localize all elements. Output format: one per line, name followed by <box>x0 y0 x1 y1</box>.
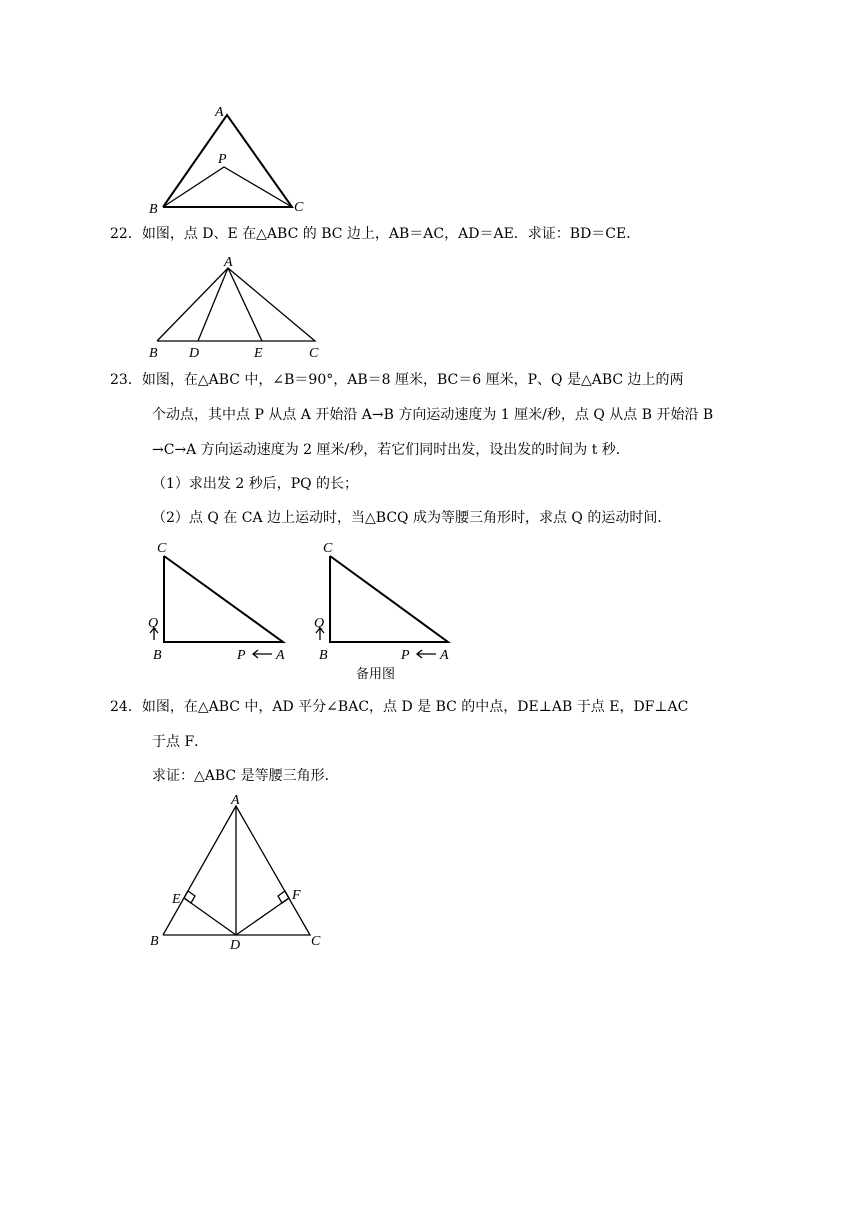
segment-de <box>184 898 236 935</box>
q23-line-3: →C→A 方向运动速度为 2 厘米/秒，若它们同时出发，设出发的时间为 t 秒． <box>152 442 630 458</box>
label-a: A <box>440 648 449 663</box>
label-q: Q <box>148 616 159 631</box>
label-q: Q <box>314 616 325 631</box>
label-p: P <box>237 648 246 663</box>
label-c: C <box>157 541 167 556</box>
q23-sub-1: （1）求出发 2 秒后，PQ 的长； <box>152 476 359 492</box>
label-b: B <box>150 934 159 949</box>
label-a: A <box>276 648 285 663</box>
label-c: C <box>311 934 321 949</box>
label-b: B <box>153 648 162 663</box>
label-e: E <box>172 892 181 907</box>
q24-line-3: 求证：△ABC 是等腰三角形． <box>152 768 339 784</box>
label-f: F <box>292 888 301 903</box>
q23-line-1: 23．如图，在△ABC 中，∠B＝90°，AB＝8 厘米，BC＝6 厘米，P、Q 是△ABC 边上的两 <box>110 372 684 388</box>
label-b: B <box>319 648 328 663</box>
q23-line-2: 个动点，其中点 P 从点 A 开始沿 A→B 方向运动速度为 1 厘米/秒，点 Q 从点 B 开始沿 B <box>152 407 714 423</box>
label-p: P <box>218 152 227 167</box>
label-c: C <box>323 541 333 556</box>
right-angle-mark-f <box>278 891 289 903</box>
right-angle-mark-e <box>184 891 195 903</box>
label-e: E <box>254 346 263 361</box>
segment-df <box>236 898 289 935</box>
q24-line-1: 24．如图，在△ABC 中，AD 平分∠BAC，点 D 是 BC 的中点，DE⊥AB 于点 E，DF⊥AC <box>110 699 689 715</box>
label-b: B <box>149 346 158 361</box>
label-b: B <box>149 202 158 217</box>
label-p: P <box>401 648 410 663</box>
label-c: C <box>309 346 319 361</box>
spare-figure-caption: 备用图 <box>356 667 396 682</box>
label-a: A <box>224 255 233 270</box>
q22-text: 22．如图，点 D、E 在△ABC 的 BC 边上，AB＝AC，AD＝AE．求证：BD＝CE． <box>110 226 641 242</box>
label-d: D <box>189 346 200 361</box>
label-d: D <box>230 938 241 953</box>
label-a: A <box>215 105 224 120</box>
q23-sub-2: （2）点 Q 在 CA 边上运动时，当△BCQ 成为等腰三角形时，求点 Q 的运动时间． <box>152 510 672 526</box>
q24-line-2: 于点 F． <box>152 734 209 750</box>
label-c: C <box>294 200 304 215</box>
label-a: A <box>231 793 240 808</box>
